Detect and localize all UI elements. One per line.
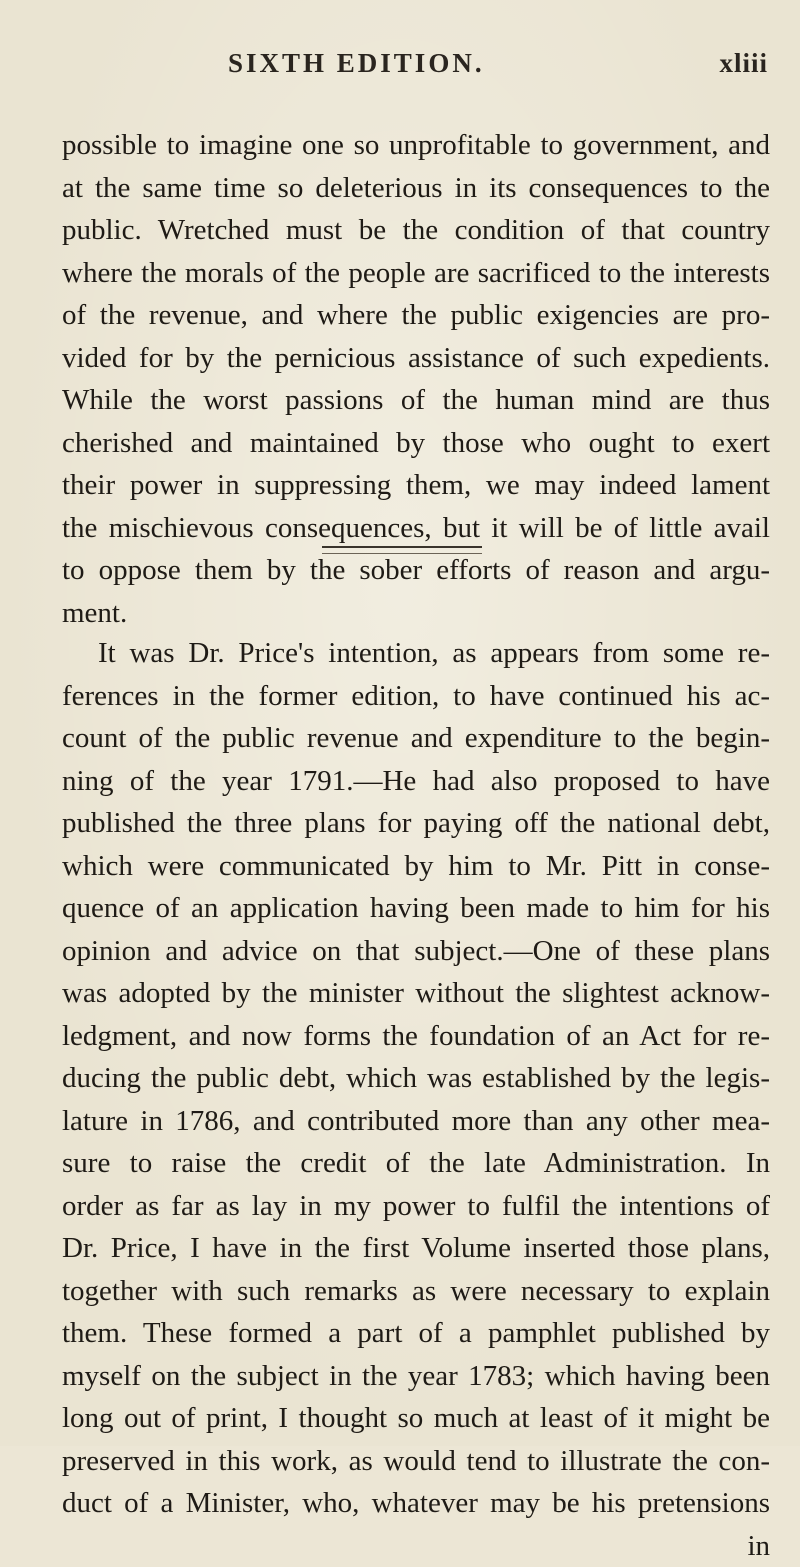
text-line: vided for by the pernicious assistance of such expedients. [62, 337, 770, 380]
text-line: together with such remarks as were necessary to explain [62, 1270, 770, 1313]
text-line: quence of an application having been made to him for his [62, 887, 770, 930]
text-line: order as far as lay in my power to fulfil the intentions of [62, 1185, 770, 1228]
text-line: cherished and maintained by those who ought to exert [62, 422, 770, 465]
text-line: Dr. Price, I have in the first Volume inserted those plans, [62, 1227, 770, 1270]
text-line: long out of print, I thought so much at least of it might be [62, 1397, 770, 1440]
text-line: ment. [62, 592, 770, 635]
text-line: count of the public revenue and expenditure to the begin- [62, 717, 770, 760]
text-line: was adopted by the minister without the slightest acknow- [62, 972, 770, 1015]
text-line: of the revenue, and where the public exigencies are pro- [62, 294, 770, 337]
text-line: ferences in the former edition, to have continued his ac- [62, 675, 770, 718]
text-line: their power in suppressing them, we may indeed lament [62, 464, 770, 507]
text-line: public. Wretched must be the condition of that country [62, 209, 770, 252]
text-line: It was Dr. Price's intention, as appears from some re- [62, 632, 770, 675]
text-line: ducing the public debt, which was established by the legis- [62, 1057, 770, 1100]
text-line: the mischievous consequences, but it will be of little avail [62, 507, 770, 550]
page-number: xliii [719, 48, 768, 79]
text-line: ledgment, and now forms the foundation of an Act for re- [62, 1015, 770, 1058]
text-line: them. These formed a part of a pamphlet published by [62, 1312, 770, 1355]
text-line: which were communicated by him to Mr. Pitt in conse- [62, 845, 770, 888]
text-line: ning of the year 1791.—He had also proposed to have [62, 760, 770, 803]
section-divider [322, 546, 482, 554]
text-line: sure to raise the credit of the late Administration. In [62, 1142, 770, 1185]
catchword: in [62, 1525, 770, 1567]
text-line: to oppose them by the sober efforts of reason and argu- [62, 549, 770, 592]
text-line: opinion and advice on that subject.—One of these plans [62, 930, 770, 973]
text-line: where the morals of the people are sacrificed to the interests [62, 252, 770, 295]
text-line: at the same time so deleterious in its consequences to the [62, 167, 770, 210]
text-line: preserved in this work, as would tend to illustrate the con- [62, 1440, 770, 1483]
text-line: published the three plans for paying off the national debt, [62, 802, 770, 845]
paragraph-1 [62, 124, 770, 634]
text-line: possible to imagine one so unprofitable to government, and [62, 124, 770, 167]
running-head [228, 48, 768, 88]
text-line: duct of a Minister, who, whatever may be his pretensions [62, 1482, 770, 1525]
paragraph-2 [62, 632, 770, 1567]
text-line: While the worst passions of the human mind are thus [62, 379, 770, 422]
text-line: myself on the subject in the year 1783; which having been [62, 1355, 770, 1398]
text-line: lature in 1786, and contributed more than any other mea- [62, 1100, 770, 1143]
running-head-title: SIXTH EDITION. [228, 48, 485, 79]
